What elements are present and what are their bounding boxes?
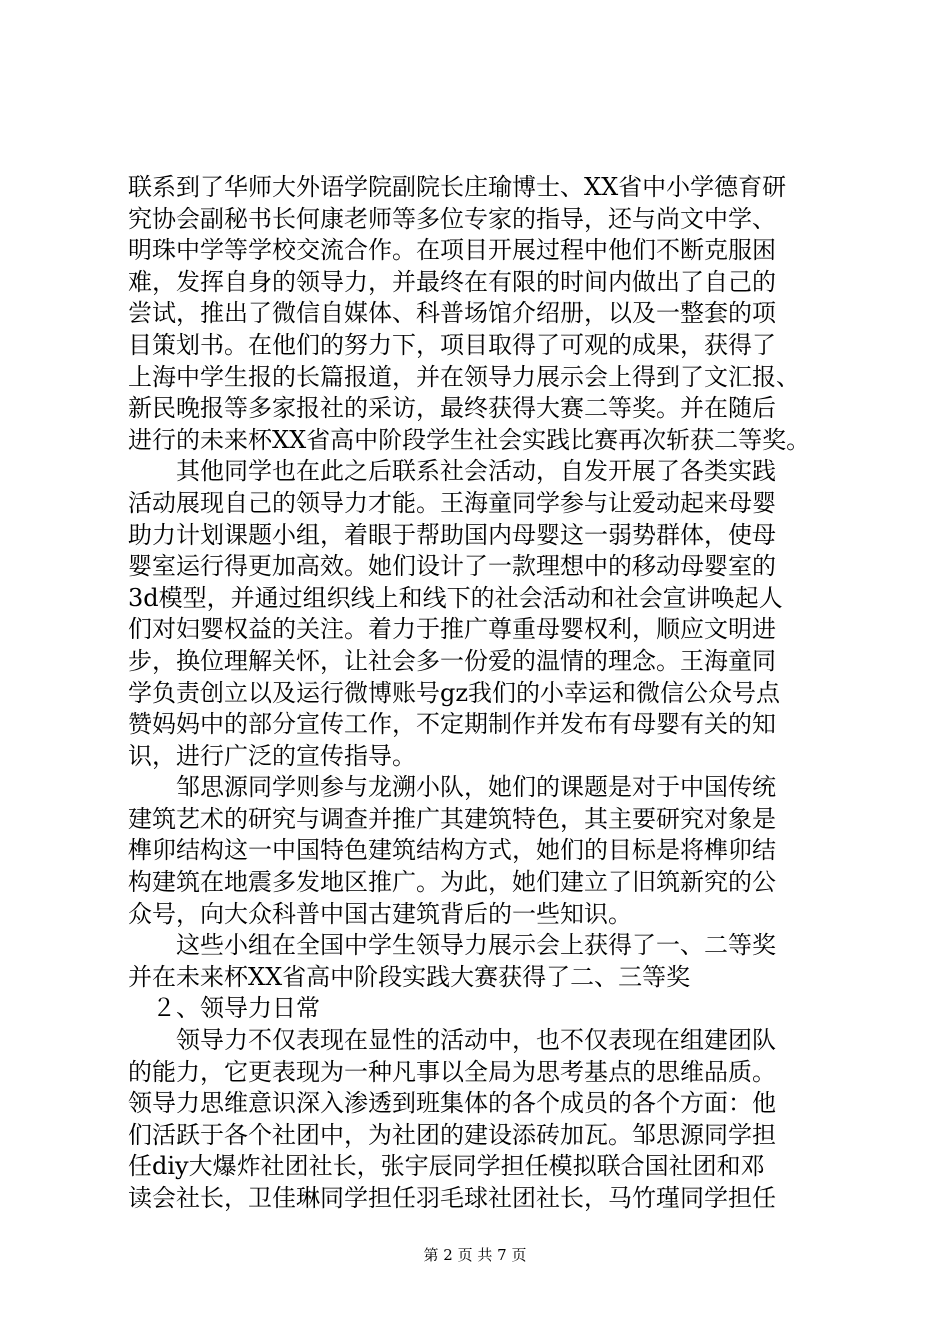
text-line: 3d模型，并通过组织线上和线下的社会活动和社会宣讲唤起人 [128, 583, 783, 612]
text-line: 们对妇婴权益的关注。着力于推广尊重母婴权利，顺应文明进 [128, 615, 776, 644]
text-line: 赞妈妈中的部分宣传工作，不定期制作并发布有母婴有关的知 [128, 710, 776, 739]
text-line: 婴室运行得更加高效。她们设计了一款理想中的移动母婴室的 [128, 552, 776, 581]
document-body [128, 172, 828, 1215]
text-line: 步，换位理解关怀，让社会多一份爱的温情的理念。王海童同 [128, 646, 776, 675]
text-line: 的能力，它更表现为一种凡事以全局为思考基点的思维品质。 [128, 1057, 776, 1086]
text-line: 任diy大爆炸社团社长，张宇辰同学担任模拟联合国社团和邓 [128, 1152, 765, 1181]
text-line: 活动展现自己的领导力才能。王海童同学参与让爱动起来母婴 [128, 488, 776, 517]
text-line: 尝试，推出了微信自媒体、科普场馆介绍册，以及一整套的项 [128, 299, 776, 328]
text-line: 联系到了华师大外语学院副院长庄瑜博士、XX省中小学德育研 [128, 173, 787, 201]
page-footer: 第 2 页 共 7 页 [423, 1246, 527, 1264]
text-line: 众号，向大众科普中国古建筑背后的一些知识。 [128, 899, 632, 928]
text-line: 目策划书。在他们的努力下，项目取得了可观的成果，获得了 [128, 330, 776, 359]
text-line: 明珠中学等学校交流合作。在项目开展过程中他们不断克服困 [128, 236, 776, 265]
text-line: 助力计划课题小组，着眼于帮助国内母婴这一弱势群体，使母 [128, 520, 776, 549]
text-line: 上海中学生报的长篇报道，并在领导力展示会上得到了文汇报、 [128, 362, 800, 391]
text-line: 们活跃于各个社团中，为社团的建设添砖加瓦。邹思源同学担 [128, 1120, 776, 1149]
text-line: 邹思源同学则参与龙溯小队，她们的课题是对于中国传统 [128, 773, 776, 802]
text-line: 读会社长，卫佳琳同学担任羽毛球社团社长，马竹瑾同学担任 [128, 1184, 776, 1212]
text-line: 领导力思维意识深入渗透到班集体的各个成员的各个方面：他 [128, 1089, 776, 1118]
text-line: 难，发挥自身的领导力，并最终在有限的时间内做出了自己的 [128, 267, 776, 296]
text-line: 新民晚报等多家报社的采访，最终获得大赛二等奖。并在随后 [128, 394, 776, 423]
text-line: 领导力不仅表现在显性的活动中，也不仅表现在组建团队 [128, 1026, 776, 1055]
text-line: 进行的未来杯XX省高中阶段学生社会实践比赛再次斩获二等奖。 [128, 425, 811, 454]
text-line: 识，进行广泛的宣传指导。 [128, 741, 416, 770]
text-line: 究协会副秘书长何康老师等多位专家的指导，还与尚文中学、 [128, 204, 776, 233]
text-line: 榫卯结构这一中国特色建筑结构方式，她们的目标是将榫卯结 [128, 836, 776, 865]
text-line: 并在未来杯XX省高中阶段实践大赛获得了二、三等奖 [128, 962, 691, 991]
text-line: 学负责创立以及运行微博账号gz我们的小幸运和微信公众号点 [128, 678, 781, 707]
text-line: 其他同学也在此之后联系社会活动，自发开展了各类实践 [128, 457, 776, 486]
text-line: 建筑艺术的研究与调查并推广其建筑特色，其主要研究对象是 [128, 804, 776, 833]
text-line: 构建筑在地震多发地区推广。为此，她们建立了旧筑新究的公 [128, 868, 776, 897]
text-line: 这些小组在全国中学生领导力展示会上获得了一、二等奖 [128, 931, 776, 960]
text-line: ２、领导力日常 [128, 994, 320, 1023]
